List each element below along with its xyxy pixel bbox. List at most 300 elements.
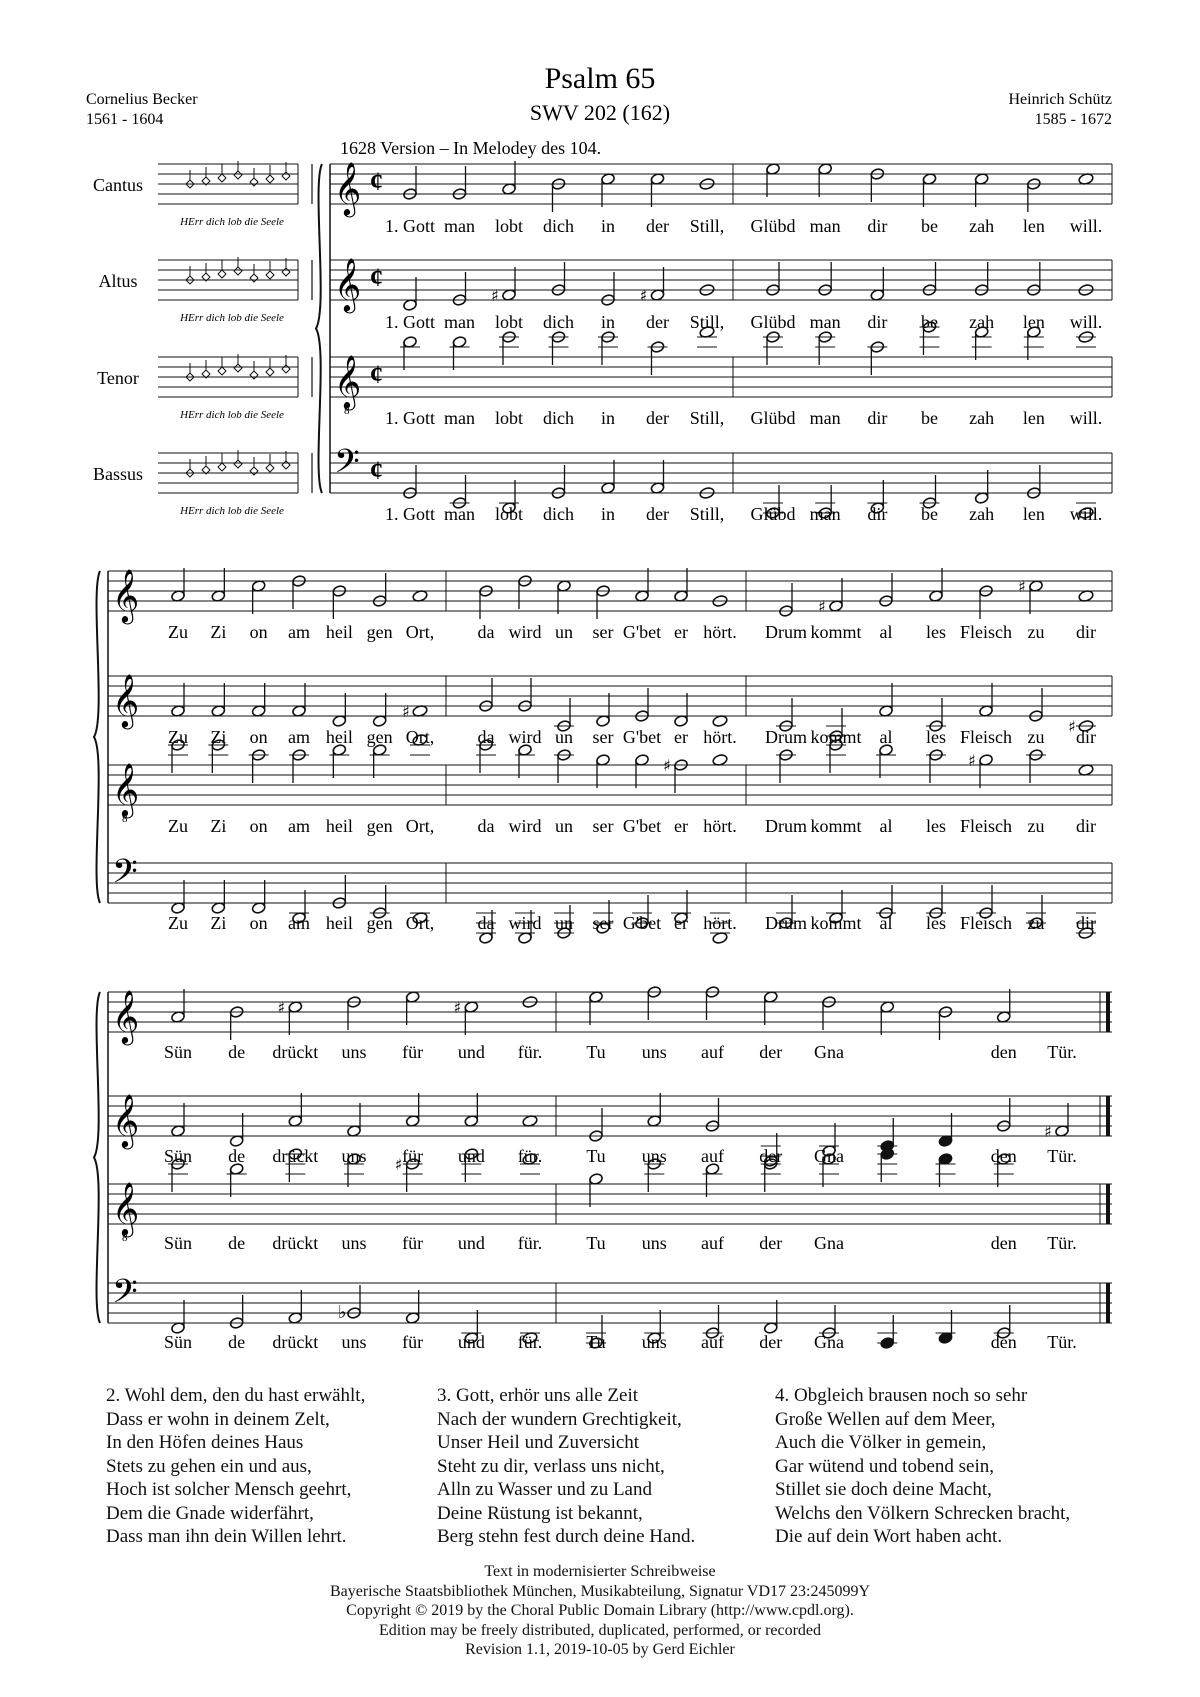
note-a — [870, 289, 885, 302]
lyric-syllable: G'bet — [622, 727, 662, 747]
lyric-syllable: on — [249, 913, 268, 933]
note-c — [974, 173, 989, 186]
stanza-line: Alln zu Wasser und zu Land — [437, 1479, 652, 1500]
lyric-syllable: ser — [592, 816, 614, 836]
lyric-syllable: drückt — [272, 1146, 319, 1166]
lyric-syllable: be — [921, 408, 938, 428]
incipit-note — [218, 270, 226, 278]
lyric-syllable: zu — [1027, 727, 1045, 747]
lyric-syllable: les — [926, 622, 946, 642]
note-t — [596, 754, 611, 767]
note-a — [211, 705, 226, 718]
note-a — [596, 715, 611, 728]
lyric-syllable: dir — [867, 504, 888, 524]
lyric-syllable: de — [228, 1233, 246, 1253]
lyric-syllable: gen — [366, 622, 393, 642]
note-t — [635, 754, 650, 767]
lyric-syllable: am — [288, 913, 310, 933]
incipit-note — [250, 178, 258, 186]
stanza-4 — [775, 1384, 1070, 1549]
lyric-syllable: drückt — [272, 1332, 319, 1352]
stanza-2 — [106, 1384, 365, 1549]
lyric-syllable: der — [759, 1042, 783, 1062]
note-c — [650, 173, 665, 186]
note-a — [288, 1115, 303, 1128]
lyric-syllable: heil — [325, 816, 353, 836]
note-c — [996, 1011, 1011, 1024]
lyric-syllable: Zu — [168, 913, 188, 933]
lyric-syllable: zah — [969, 504, 995, 524]
footer-line: Edition may be freely distributed, duplicated, performed, or recorded — [378, 1621, 822, 1639]
lyric-syllable: dich — [543, 408, 574, 428]
incipit-note — [282, 268, 290, 276]
lyric-syllable: Drum — [765, 913, 807, 933]
note-t — [403, 336, 418, 349]
lyric-syllable: man — [809, 504, 841, 524]
lyric-syllable: zu — [1027, 913, 1045, 933]
lyric-syllable: Still, — [689, 408, 725, 428]
lyric-syllable: für. — [517, 1332, 543, 1352]
note-c — [464, 1001, 479, 1014]
lyric-syllable: dir — [867, 408, 888, 428]
lyric-syllable: er — [674, 622, 688, 642]
sharp-sign: ♯ — [453, 998, 462, 1017]
lyric-syllable: auf — [701, 1042, 724, 1062]
lyric-syllable: ser — [592, 913, 614, 933]
lyric-syllable: der — [646, 312, 669, 332]
lyric-syllable: der — [646, 504, 669, 524]
lyric-syllable: Fleisch — [960, 727, 1012, 747]
lyric-syllable: Still, — [689, 504, 725, 524]
lyric-syllable: dir — [867, 312, 888, 332]
footer — [0, 1562, 1200, 1660]
note-b — [650, 482, 665, 495]
note-c — [601, 173, 616, 186]
lyric-syllable: für — [402, 1332, 424, 1352]
lyric-syllable: kommt — [810, 727, 862, 747]
lyric-syllable: man — [444, 504, 475, 524]
note-c — [211, 590, 226, 603]
treble-clef: 𝄞 — [112, 568, 140, 622]
lyric-syllable: Zu — [168, 816, 188, 836]
treble-clef: 𝄞 — [112, 989, 140, 1043]
stanza-line: Berg stehn fest durch deine Hand. — [437, 1526, 696, 1547]
lyric-syllable: Drum — [765, 727, 807, 747]
lyric-syllable: len — [1022, 504, 1045, 524]
lyric-syllable: da — [477, 727, 495, 747]
note-t — [979, 754, 994, 767]
incipit-note — [282, 365, 290, 373]
lyric-syllable: Zi — [210, 816, 227, 836]
stanza-line: Dem die Gnade widerfährt, — [106, 1502, 314, 1524]
lyric-syllable: de — [228, 1332, 246, 1352]
lyric-syllable: len — [1022, 408, 1045, 428]
lyric-syllable: les — [926, 727, 946, 747]
lyric-syllable: hört. — [703, 913, 737, 933]
lyric-syllable: und — [457, 1332, 485, 1352]
lyric-syllable: Zi — [210, 727, 227, 747]
treble-clef: 𝄞 — [112, 1093, 140, 1147]
lyric-syllable: uns — [341, 1233, 367, 1253]
lyric-syllable: Fleisch — [960, 913, 1012, 933]
lyric-syllable: Zu — [168, 622, 188, 642]
lyric-syllable: in — [600, 216, 616, 236]
poet-dates: 1561 - 1604 — [86, 111, 164, 128]
system-brace — [316, 164, 322, 493]
note-a — [171, 705, 186, 718]
lyric-syllable: in — [600, 504, 616, 524]
note-a — [332, 715, 347, 728]
incipit-note — [266, 464, 274, 472]
note-b — [405, 1312, 420, 1325]
treble-clef: 𝄞 — [112, 762, 140, 816]
lyric-syllable: für. — [517, 1233, 543, 1253]
lyric-syllable: wird — [508, 913, 542, 933]
note-a — [347, 1125, 362, 1138]
lyric-syllable: dir — [1076, 913, 1096, 933]
sharp-sign: ♯ — [968, 751, 976, 770]
note-a — [251, 705, 266, 718]
lyric-syllable: wird — [508, 727, 542, 747]
lyric-syllable: ser — [592, 727, 614, 747]
stanza-line: Auch die Völker in gemein, — [775, 1432, 987, 1453]
octave-mark: 8 — [122, 1232, 128, 1244]
lyric-syllable: uns — [341, 1146, 367, 1166]
lyric-syllable: gen — [366, 727, 393, 747]
lyric-syllable: wird — [508, 622, 542, 642]
lyric-syllable: dich — [543, 312, 574, 332]
note-b — [938, 1332, 953, 1345]
lyric-syllable: wird — [508, 816, 542, 836]
lyric-syllable: kommt — [810, 622, 862, 642]
treble-clef: 𝄞 — [334, 161, 362, 215]
lyric-syllable: der — [759, 1332, 783, 1352]
lyric-syllable: 1. Gott — [384, 504, 436, 524]
lyric-syllable: dir — [1076, 727, 1096, 747]
note-c — [818, 163, 833, 176]
lyric-syllable: Ort, — [405, 622, 435, 642]
lyric-syllable: für — [402, 1146, 424, 1166]
lyric-syllable: on — [249, 816, 268, 836]
note-c — [635, 590, 650, 603]
treble-clef: 𝄞 — [112, 1181, 140, 1235]
note-t — [589, 1173, 604, 1186]
lyric-syllable: de — [228, 1146, 246, 1166]
incipit-note — [266, 368, 274, 376]
lyric-syllable: G'bet — [622, 913, 662, 933]
time-signature: ¢ — [370, 167, 383, 196]
lyric-syllable: da — [477, 622, 495, 642]
lyric-syllable: zu — [1027, 816, 1045, 836]
stanza-line: Stillet sie doch deine Macht, — [775, 1479, 992, 1500]
lyric-syllable: Gna — [814, 1233, 844, 1253]
lyric-syllable: Gna — [814, 1146, 844, 1166]
lyric-syllable: Drum — [765, 816, 807, 836]
lyric-syllable: uns — [341, 1042, 367, 1062]
note-a — [403, 299, 418, 312]
composer-dates: 1585 - 1672 — [1034, 111, 1112, 128]
lyric-syllable: Tür. — [1047, 1146, 1077, 1166]
lyric-syllable: auf — [701, 1146, 724, 1166]
lyric-syllable: Sün — [163, 1332, 193, 1352]
note-c — [171, 590, 186, 603]
lyric-syllable: der — [646, 216, 669, 236]
lyric-syllable: am — [288, 622, 310, 642]
lyric-syllable: man — [444, 312, 475, 332]
lyric-syllable: zah — [969, 312, 995, 332]
note-a — [1055, 1125, 1070, 1138]
note-c — [880, 1001, 895, 1014]
incipit-note — [266, 175, 274, 183]
system-brace — [94, 571, 100, 903]
incipit-note — [218, 367, 226, 375]
note-a — [171, 1125, 186, 1138]
lyric-syllable: für. — [517, 1146, 543, 1166]
lyric-syllable: da — [477, 816, 495, 836]
lyric-syllable: man — [809, 216, 841, 236]
note-c — [288, 1001, 303, 1014]
voice-name-cantus: Cantus — [92, 175, 144, 195]
note-c — [1029, 580, 1044, 593]
sharp-sign: ♯ — [402, 702, 410, 721]
lyric-syllable: auf — [701, 1332, 724, 1352]
music-notation — [94, 161, 1112, 1352]
incipit-note — [234, 364, 242, 372]
lyric-syllable: on — [249, 727, 268, 747]
incipit-note — [266, 271, 274, 279]
note-b — [601, 482, 616, 495]
lyric-syllable: Gna — [814, 1042, 844, 1062]
composer-name: Heinrich Schütz — [1008, 91, 1112, 108]
incipit-note — [234, 267, 242, 275]
lyric-syllable: un — [555, 816, 573, 836]
note-a — [674, 715, 689, 728]
lyric-syllable: der — [759, 1233, 783, 1253]
sharp-sign: ♯ — [818, 597, 826, 616]
lyric-syllable: lobt — [494, 504, 524, 524]
treble-clef: 𝄞 — [334, 354, 362, 408]
bass-clef: 𝄢 — [112, 853, 138, 899]
note-t — [938, 1153, 953, 1166]
lyric-syllable: kommt — [810, 816, 862, 836]
footer-line: Copyright © 2019 by the Choral Public Domain Library (http://www.cpdl.org). — [346, 1602, 854, 1619]
note-c — [763, 991, 778, 1004]
stanza-line: Unser Heil und Zuversicht — [437, 1432, 640, 1453]
lyric-syllable: man — [809, 408, 841, 428]
lyric-syllable: Glübd — [750, 408, 796, 428]
lyric-syllable: 1. Gott — [384, 312, 436, 332]
lyric-syllable: be — [921, 504, 938, 524]
sharp-sign: ♯ — [394, 1155, 403, 1174]
treble-clef: 𝄞 — [334, 257, 362, 311]
stanza-line: 3. Gott, erhör uns alle Zeit — [437, 1385, 639, 1406]
lyric-syllable: in — [600, 408, 616, 428]
lyric-syllable: len — [1022, 312, 1045, 332]
lyric-syllable: 1. Gott — [384, 408, 436, 428]
lyric-syllable: Sün — [163, 1146, 193, 1166]
note-a — [650, 289, 665, 302]
incipit-note — [250, 467, 258, 475]
stanza-line: Hoch ist solcher Mensch geehrt, — [106, 1479, 352, 1500]
lyric-syllable: uns — [641, 1332, 667, 1352]
sharp-sign: ♯ — [639, 286, 648, 305]
lyric-syllable: dir — [1076, 816, 1096, 836]
stanza-line: Die auf dein Wort haben acht. — [775, 1526, 1003, 1547]
stanza-line: Stets zu gehen ein und aus, — [106, 1455, 312, 1477]
stanza-line: Gar wütend und tobend sein, — [775, 1455, 994, 1477]
stanza-line: Welchs den Völkern Schrecken bracht, — [775, 1502, 1071, 1524]
lyric-syllable: Zu — [168, 727, 188, 747]
incipit-text: HErr dich lob die Seele — [180, 409, 284, 421]
lyric-syllable: für — [402, 1042, 424, 1062]
lyric-syllable: am — [288, 727, 310, 747]
lyric-syllable: Tu — [586, 1332, 606, 1352]
lyric-syllable: kommt — [810, 913, 862, 933]
lyric-syllable: Tür. — [1047, 1332, 1077, 1352]
lyric-syllable: len — [1022, 216, 1045, 236]
voice-name-bassus: Bassus — [92, 464, 144, 484]
lyric-syllable: Tu — [586, 1146, 606, 1166]
stanza-line: Dass er wohn in deinem Zelt, — [106, 1408, 330, 1430]
lyric-syllable: für — [402, 1233, 424, 1253]
lyric-syllable: hört. — [703, 622, 737, 642]
lyric-syllable: les — [926, 816, 946, 836]
note-a — [647, 1115, 662, 1128]
lyric-syllable: ser — [592, 622, 614, 642]
lyric-syllable: will. — [1069, 408, 1103, 428]
lyric-syllable: Drum — [765, 622, 807, 642]
lyric-syllable: be — [921, 216, 938, 236]
lyric-syllable: zu — [1027, 622, 1045, 642]
lyric-syllable: will. — [1069, 312, 1103, 332]
lyric-syllable: den — [990, 1042, 1017, 1062]
note-b — [479, 932, 494, 945]
lyric-syllable: den — [990, 1233, 1017, 1253]
lyric-syllable: uns — [641, 1233, 667, 1253]
lyric-syllable: Tür. — [1047, 1233, 1077, 1253]
lyric-syllable: der — [759, 1146, 783, 1166]
note-a — [938, 1135, 953, 1148]
lyric-syllable: man — [444, 408, 475, 428]
lyric-syllable: heil — [325, 727, 353, 747]
lyric-syllable: un — [555, 622, 573, 642]
lyric-syllable: un — [555, 727, 573, 747]
lyric-syllable: lobt — [494, 312, 524, 332]
lyric-syllable: Zi — [210, 913, 227, 933]
lyric-syllable: will. — [1069, 216, 1103, 236]
lyric-syllable: al — [879, 816, 893, 836]
incipit-note — [282, 461, 290, 469]
incipit-text: HErr dich lob die Seele — [180, 505, 284, 517]
stanza-line: In den Höfen deines Haus — [106, 1432, 304, 1453]
footer-line: Text in modernisierter Schreibweise — [484, 1563, 716, 1580]
note-c — [766, 163, 781, 176]
stanza-line: 2. Wohl dem, den du hast erwählt, — [106, 1385, 366, 1406]
footer-line: Bayerische Staatsbibliothek München, Musikabteilung, Signatur VD17 23:245099Y — [329, 1582, 871, 1600]
lyric-syllable: drückt — [272, 1042, 319, 1062]
lyric-syllable: da — [477, 913, 495, 933]
version-note: 1628 Version – In Melodey des 104. — [340, 138, 602, 158]
incipit-note — [234, 171, 242, 179]
lyric-syllable: al — [879, 727, 893, 747]
lyric-syllable: dir — [867, 216, 888, 236]
lyric-syllable: hört. — [703, 727, 737, 747]
note-c — [251, 580, 266, 593]
lyric-syllable: zah — [969, 216, 995, 236]
lyric-syllable: zah — [969, 408, 995, 428]
incipit-text: HErr dich lob die Seele — [180, 216, 284, 228]
lyric-syllable: Ort, — [405, 913, 435, 933]
lyric-syllable: dir — [1076, 622, 1096, 642]
note-a — [879, 705, 894, 718]
lyric-syllable: Still, — [689, 216, 725, 236]
lyric-syllable: und — [457, 1233, 485, 1253]
treble-clef: 𝄞 — [112, 673, 140, 727]
lyric-syllable: der — [646, 408, 669, 428]
voice-name-tenor: Tenor — [97, 368, 139, 388]
incipit-text: HErr dich lob die Seele — [180, 312, 284, 324]
lyric-syllable: les — [926, 913, 946, 933]
time-signature: ¢ — [370, 360, 383, 389]
lyric-syllable: Glübd — [750, 504, 796, 524]
lyric-syllable: dich — [543, 216, 574, 236]
lyric-syllable: Glübd — [750, 216, 796, 236]
lyric-syllable: lobt — [494, 216, 524, 236]
incipit-note — [282, 172, 290, 180]
lyric-syllable: uns — [341, 1332, 367, 1352]
incipit-note — [250, 274, 258, 282]
lyric-syllable: und — [457, 1042, 485, 1062]
lyric-syllable: Glübd — [750, 312, 796, 332]
note-t — [452, 336, 467, 349]
lyric-syllable: Still, — [689, 312, 725, 332]
lyric-syllable: al — [879, 622, 893, 642]
poet-name: Cornelius Becker — [86, 91, 198, 108]
lyric-syllable: er — [674, 913, 688, 933]
lyric-syllable: un — [555, 913, 573, 933]
note-c — [405, 991, 420, 1004]
lyric-syllable: on — [249, 622, 268, 642]
bass-clef: 𝄢 — [334, 443, 360, 489]
stanza-line: Deine Rüstung ist bekannt, — [437, 1502, 643, 1524]
note-a — [502, 289, 517, 302]
lyric-syllable: für. — [517, 1042, 543, 1062]
note-c — [502, 183, 517, 196]
stanza-line: Nach der wundern Grechtigkeit, — [437, 1408, 682, 1430]
lyric-syllable: dich — [543, 504, 574, 524]
sharp-sign: ♯ — [1044, 1122, 1052, 1141]
stanza-line: 4. Obgleich brausen noch so sehr — [775, 1385, 1028, 1406]
incipit-note — [250, 371, 258, 379]
lyric-syllable: Fleisch — [960, 816, 1012, 836]
lyric-syllable: will. — [1069, 504, 1103, 524]
sharp-sign: ♯ — [277, 998, 286, 1017]
lyric-syllable: Ort, — [405, 816, 435, 836]
note-c — [674, 590, 689, 603]
note-c — [922, 173, 937, 186]
lyric-syllable: gen — [366, 913, 393, 933]
note-a — [292, 705, 307, 718]
lyric-syllable: am — [288, 816, 310, 836]
note-b — [518, 932, 533, 945]
lyric-syllable: in — [600, 312, 616, 332]
lyric-syllable: man — [809, 312, 841, 332]
note-c — [589, 991, 604, 1004]
stanza-line: Steht zu dir, verlass uns nicht, — [437, 1455, 665, 1477]
lyric-syllable: G'bet — [622, 622, 662, 642]
note-c — [557, 580, 572, 593]
lyric-syllable: er — [674, 816, 688, 836]
